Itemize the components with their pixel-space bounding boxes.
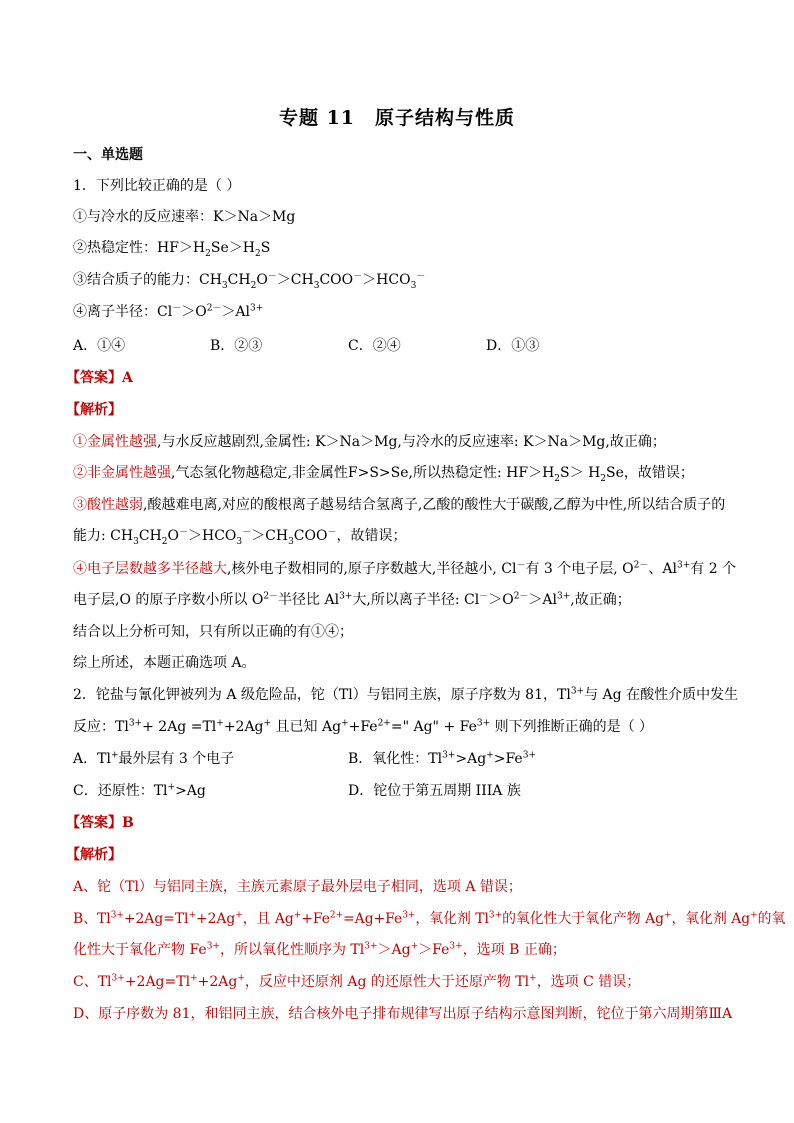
q2-explain-c: C、$Tl^{3+}+2Ag=Tl^++2Ag^+$，反应中还原剂 Ag 的还原性大于还原产物 Tl+，选项 C 错误；: [73, 973, 641, 990]
q1-explain-4-cont: 电子层,O 的原子序数小所以 $O^{2-}$半径比 $Al^{3+}$大,所以离子半径: $Cl^->O^{2-}>Al^{3+}$,故正确；: [73, 591, 631, 608]
q2-answer: 【答案】B: [66, 815, 134, 831]
q1-explain-5: 结合以上分析可知，只有所以正确的有①④；: [73, 624, 353, 640]
q1-option-d: D．①③: [486, 338, 540, 354]
q1-explain-4: ④电子层数越多半径越大,核外电子数相同的,原子序数越大,半径越小, Cl－有 3 个电子层, $O^{2-}$、$Al^{3+}$有 2 个: [73, 560, 737, 577]
page-title: 专题 11 原子结构与性质: [278, 107, 516, 129]
q1-option-c: C．②④: [348, 338, 401, 354]
q1-answer: 【答案】A: [66, 370, 133, 386]
q2-stem-2: 反应：$Tl^{3+}+ 2Ag =Tl^++2Ag^+$ 且已知 $Ag^++Fe^{2+}=$" Ag" + $Fe^{3+}$ 则下列推断正确的是（ ）: [73, 718, 654, 735]
q1-explain-3: ③酸性越弱,酸越难电离,对应的酸根离子越易结合氢离子,乙酸的酸性大于碳酸,乙醇为中性,所以结合质子的: [73, 497, 726, 513]
q1-explain-2: ②非金属性越强,气态氢化物越稳定,非金属性F>S>Se,所以热稳定性: $HF>H_2S> H_2Se$，故错误；: [73, 465, 694, 484]
q2-option-c: C．还原性：Tl+>Ag: [73, 782, 206, 799]
q1-statement-1: ①与冷水的反应速率：K＞Na＞Mg: [73, 209, 296, 225]
q2-explain-b: B、$Tl^{3+}+2Ag=Tl^++2Ag^+$，且 $Ag^++Fe^{2+}=Ag+Fe^{3+}$，氧化剂 $Tl^{3+}$的氧化性大于氧化产物 Ag+，氧化剂 Ag+的氧: [73, 910, 786, 927]
q1-explain-6: 综上所述，本题正确选项 A。: [73, 655, 256, 671]
q2-explain-a: A、铊（Tl）与铝同主族，主族元素原子最外层电子相同，选项 A 错误；: [73, 879, 522, 895]
q2-stem-1: 2．铊盐与氰化钾被列为 A 级危险品，铊（Tl）与铝同主族，原子序数为 81，$Tl^{3+}$与 Ag 在酸性介质中发生: [73, 686, 739, 703]
q1-analysis-label: 【解析】: [66, 402, 122, 418]
section-heading: 一、单选题: [73, 147, 143, 163]
q2-explain-d: D、原子序数为 81，和铝同主族，结合核外电子排布规律写出原子结构示意图判断，铊位于第六周期第ⅢA: [73, 1006, 733, 1022]
q1-stem: 1．下列比较正确的是（ ）: [73, 178, 241, 194]
q1-explain-1: ①金属性越强,与水反应越剧烈,金属性: K＞Na＞Mg,与冷水的反应速率: K＞Na＞Mg,故正确；: [73, 434, 666, 450]
q2-explain-b-cont: 化性大于氧化产物 $Fe^{3+}$，所以氧化性顺序为 $Tl^{3+}>Ag^+>Fe^{3+}$，选项 B 正确；: [73, 941, 566, 958]
q2-analysis-label: 【解析】: [66, 847, 122, 863]
q2-option-a: A．Tl+最外层有 3 个电子: [73, 750, 235, 767]
q1-statement-3: ③结合质子的能力：$CH_3CH_2O^->CH_3COO^->HCO_3^-$: [73, 271, 426, 291]
q1-option-a: A．①④: [73, 338, 126, 354]
q1-option-b: B．②③: [210, 338, 263, 354]
q2-option-d: D．铊位于第五周期 IIIA 族: [348, 783, 521, 799]
q1-explain-3-cont: 能力: $CH_3CH_2O^->HCO_3^->CH_3COO^-$，故错误；: [73, 527, 407, 547]
q1-statement-2: ②热稳定性：$HF>H_2Se>H_2S$: [73, 240, 271, 259]
q2-option-b: B．氧化性：$Tl^{3+}>Ag^+>Fe^{3+}$: [348, 750, 536, 767]
q1-statement-4: ④离子半径：$Cl^->O^{2-}>Al^{3+}$: [73, 303, 264, 320]
